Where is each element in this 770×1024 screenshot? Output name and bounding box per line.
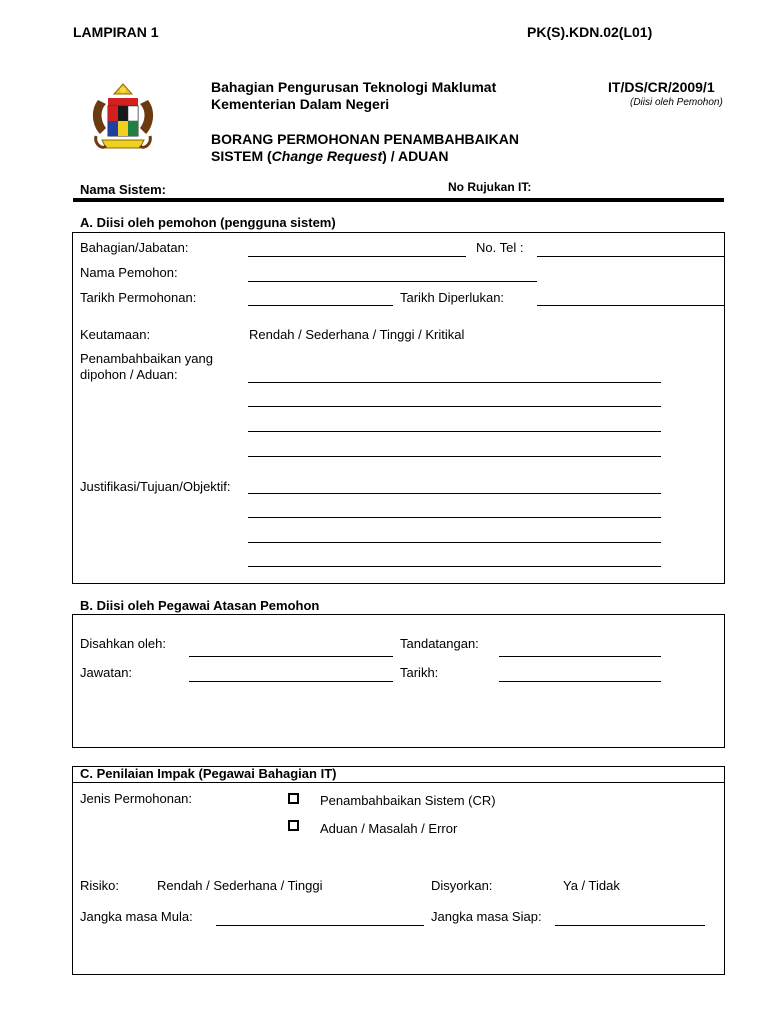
priority-label: Keutamaan: [80, 327, 151, 342]
position-label: Jawatan: [80, 665, 133, 680]
form-title-line2: SISTEM (Change Request) / ADUAN [211, 148, 449, 164]
request-label-line1: Penambahbaikan yang [80, 351, 213, 366]
risk-label: Risiko: [80, 878, 120, 893]
signature-field[interactable] [499, 656, 661, 657]
date-field[interactable] [499, 681, 661, 682]
request-line[interactable] [248, 382, 661, 383]
organization-name: Bahagian Pengurusan Teknologi Maklumat [211, 79, 497, 95]
system-name-label: Nama Sistem: [80, 182, 166, 197]
application-date-field[interactable] [248, 305, 393, 306]
request-line[interactable] [248, 456, 661, 457]
position-field[interactable] [189, 681, 393, 682]
finish-period-label: Jangka masa Siap: [431, 909, 542, 924]
start-period-field[interactable] [216, 925, 424, 926]
application-date-label: Tarikh Permohonan: [80, 290, 197, 305]
approved-by-field[interactable] [189, 656, 393, 657]
form-code: IT/DS/CR/2009/1 [608, 79, 715, 95]
justification-label: Justifikasi/Tujuan/Objektif: [80, 479, 231, 494]
section-b-title: B. Diisi oleh Pegawai Atasan Pemohon [80, 598, 320, 613]
recommended-label: Disyorkan: [431, 878, 493, 893]
phone-label: No. Tel : [476, 240, 524, 255]
applicant-name-label: Nama Pemohon: [80, 265, 178, 280]
ministry-name: Kementerian Dalam Negeri [211, 96, 390, 112]
form-title-line1: BORANG PERMOHONAN PENAMBAHBAIKAN [211, 131, 519, 147]
required-date-label: Tarikh Diperlukan: [400, 290, 505, 305]
option-complaint-label: Aduan / Masalah / Error [320, 821, 458, 836]
header-divider [73, 198, 724, 202]
approved-by-label: Disahkan oleh: [80, 636, 166, 651]
section-c-title: C. Penilaian Impak (Pegawai Bahagian IT) [80, 766, 337, 781]
department-label: Bahagian/Jabatan: [80, 240, 189, 255]
applicant-name-field[interactable] [248, 281, 537, 282]
it-reference-label: No Rujukan IT: [448, 180, 532, 194]
cr-checkbox[interactable] [288, 793, 299, 804]
section-c-header-divider [72, 782, 725, 783]
request-line[interactable] [248, 431, 661, 432]
document-code: PK(S).KDN.02(L01) [527, 24, 653, 40]
finish-period-field[interactable] [555, 925, 705, 926]
priority-options[interactable]: Rendah / Sederhana / Tinggi / Kritikal [249, 327, 465, 342]
phone-field[interactable] [537, 256, 724, 257]
annex-label: LAMPIRAN 1 [73, 24, 159, 40]
request-label-line2: dipohon / Aduan: [80, 367, 178, 382]
signature-label: Tandatangan: [400, 636, 479, 651]
section-a-box [72, 232, 725, 584]
justification-line[interactable] [248, 542, 661, 543]
request-line[interactable] [248, 406, 661, 407]
recommended-options[interactable]: Ya / Tidak [563, 878, 620, 893]
coat-of-arms-emblem [84, 80, 162, 158]
justification-line[interactable] [248, 493, 661, 494]
justification-line[interactable] [248, 566, 661, 567]
option-cr-label: Penambahbaikan Sistem (CR) [320, 793, 496, 808]
required-date-field[interactable] [537, 305, 724, 306]
start-period-label: Jangka masa Mula: [80, 909, 193, 924]
section-a-title: A. Diisi oleh pemohon (pengguna sistem) [80, 215, 336, 230]
request-type-label: Jenis Permohonan: [80, 791, 193, 806]
risk-options[interactable]: Rendah / Sederhana / Tinggi [157, 878, 323, 893]
complaint-checkbox[interactable] [288, 820, 299, 831]
form-code-note: (Diisi oleh Pemohon) [630, 97, 723, 108]
date-label: Tarikh: [400, 665, 439, 680]
department-field[interactable] [248, 256, 466, 257]
justification-line[interactable] [248, 517, 661, 518]
